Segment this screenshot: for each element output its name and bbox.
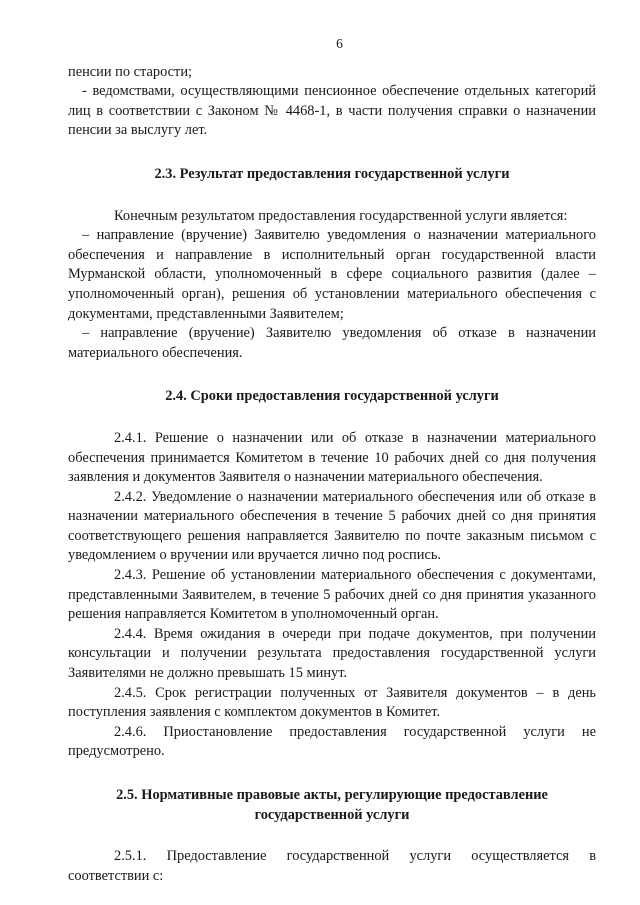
page-number: 6 [336,36,343,51]
paragraph-2-5-1: 2.5.1. Предоставление государственной услуги осуществляется в соответствии с: [68,848,596,884]
paragraph-result-intro: Конечным результатом предоставления государственной услуги является: [114,207,568,224]
section-title-2-5 [68,786,596,825]
paragraph-pension-old-age: пенсии по старости; [68,63,193,80]
section-title-2-3: 2.3. Результат предоставления государственной услуги [154,165,510,182]
paragraph-2-4-5: 2.4.5. Срок регистрации полученных от Заявителя документов – в день поступления заявления с комплектом документов в Комитет. [68,684,596,721]
list-item-result-1: – направление (вручение) Заявителю уведомления о назначении материального обеспечения и направление в исполнительный орган государственной власти Мурманской области, уполномоченный в сфере социального развития (далее – уполномоченный орган), решения об установлении материального обеспечения с документами, представленными Заявителем; [68,227,596,322]
section-title-2-5-line1: 2.5. Нормативные правовые акты, регулирующие предоставление [116,787,548,803]
section-title-2-5-line2: государственной услуги [254,806,410,823]
section-title-2-4: 2.4. Сроки предоставления государственной услуги [165,388,499,405]
paragraph-departments: - ведомствами, осуществляющими пенсионное обеспечение отдельных категорий лиц в соответствии с Законом № 4468-1, в части получения справки о назначении пенсии за выслугу лет. [68,83,596,139]
paragraph-2-4-4: 2.4.4. Время ожидания в очереди при подаче документов, при получении консультации и получении результата предоставления государственной услуги Заявителями не должно превышать 15 минут. [68,625,596,682]
paragraph-2-4-2: 2.4.2. Уведомление о назначении материального обеспечения или об отказе в назначении материального обеспечения в течение 5 рабочих дней со дня принятия соответствующего решения направляется Заявителю по почте заказным письмом с уведомлением о вручении или вручается лично под роспись. [68,488,596,564]
list-item-result-2: – направление (вручение) Заявителю уведомления об отказе в назначении материального обеспечения. [68,325,596,361]
paragraph-2-4-6: 2.4.6. Приостановление предоставления государственной услуги не предусмотрено. [68,723,596,760]
paragraph-2-4-1: 2.4.1. Решение о назначении или об отказе в назначении материального обеспечения принимается Комитетом в течение 10 рабочих дней со дня получения заявления и документов Заявителя о назначении материального обеспечения. [68,429,596,486]
paragraph-2-4-3: 2.4.3. Решение об установлении материального обеспечения с документами, представленными Заявителем, в течение 5 рабочих дней со дня принятия указанного решения направляется Комитетом в уполномоченный орган. [68,567,596,623]
